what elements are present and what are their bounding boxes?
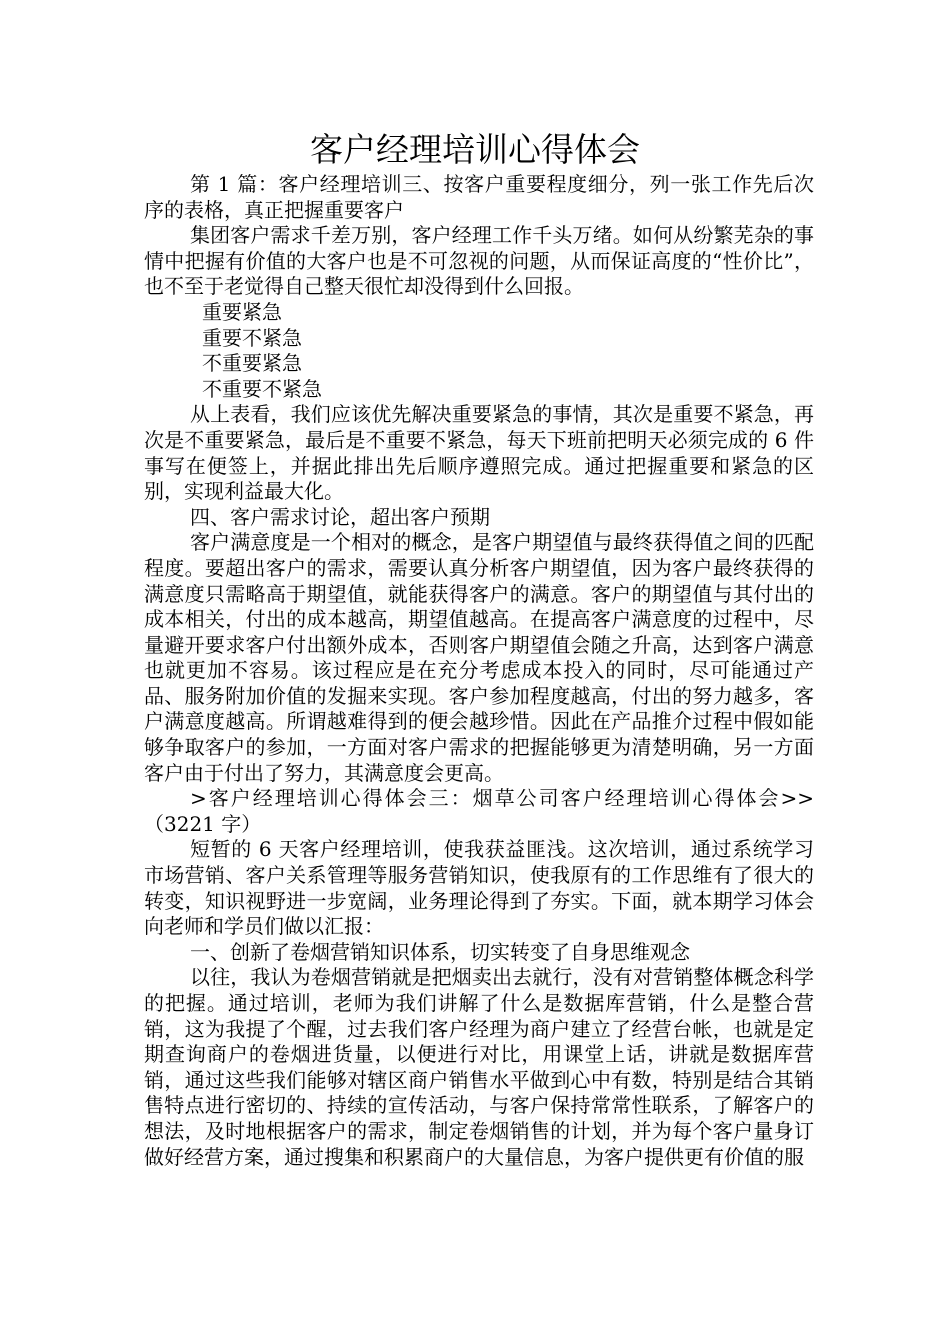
body-paragraph: 四、客户需求讨论，超出客户预期: [190, 504, 490, 529]
priority-list-item: 重要不紧急: [202, 325, 302, 350]
body-paragraph: 集团客户需求千差万别，客户经理工作千头万绪。如何从纷繁芜杂的事情中把握有价值的大客户也是不可忽视的问题，从而保证高度的“性价比”，也不至于老觉得自己整天很忙却没得到什么回报。: [144, 223, 814, 299]
body-paragraph: 从上表看，我们应该优先解决重要紧急的事情，其次是重要不紧急，再次是不重要紧急，最后是不重要不紧急，每天下班前把明天必须完成的 6 件事写在便签上，并据此排出先后顺序遵照完成。通过把握重要和紧急的区别，实现利益最大化。: [144, 402, 814, 504]
document-title: 客户经理培训心得体会: [310, 130, 640, 169]
body-paragraph: 短暂的 6 天客户经理培训，使我获益匪浅。这次培训，通过系统学习市场营销、客户关系管理等服务营销知识，使我原有的工作思维有了很大的转变，知识视野进一步宽阔，业务理论得到了夯实。下面，就本期学习体会向老师和学员们做以汇报：: [144, 837, 814, 939]
priority-list-item: 重要紧急: [202, 299, 282, 324]
body-paragraph: 以往，我认为卷烟营销就是把烟卖出去就行，没有对营销整体概念科学的把握。通过培训，老师为我们讲解了什么是数据库营销，什么是整合营销，这为我提了个醒，过去我们客户经理为商户建立了经营台帐，也就是定期查询商户的卷烟进货量，以便进行对比，用课堂上话，讲就是数据库营销，通过这些我们能够对辖区商户销售水平做到心中有数，特别是结合其销售特点进行密切的、持续的宣传活动，与客户保持常常性联系，了解客户的想法，及时地根据客户的需求，制定卷烟销售的计划，并为每个客户量身订做好经营方案，通过搜集和积累商户的大量信息，为客户提供更有价值的服: [144, 965, 814, 1169]
body-paragraph: 第 1 篇：客户经理培训三、按客户重要程度细分，列一张工作先后次序的表格，真正把握重要客户: [144, 172, 814, 222]
priority-list-item: 不重要不紧急: [202, 376, 322, 401]
body-paragraph: 客户满意度是一个相对的概念，是客户期望值与最终获得值之间的匹配程度。要超出客户的需求，需要认真分析客户期望值，因为客户最终获得的满意度只需略高于期望值，就能获得客户的满意。客户的期望值与其付出的成本相关，付出的成本越高，期望值越高。在提高客户满意度的过程中，尽量避开要求客户付出额外成本，否则客户期望值会随之升高，达到客户满意也就更加不容易。该过程应是在充分考虑成本投入的同时，尽可能通过产品、服务附加价值的发掘来实现。客户参加程度越高，付出的努力越多，客户满意度越高。所谓越难得到的便会越珍惜。因此在产品推介过程中假如能够争取客户的参加，一方面对客户需求的把握能够更为清楚明确，另一方面客户由于付出了努力，其满意度会更高。: [144, 530, 814, 785]
priority-list-item: 不重要紧急: [202, 351, 302, 376]
document-body: [144, 172, 814, 1170]
body-paragraph: >客户经理培训心得体会三：烟草公司客户经理培训心得体会>>（3221 字）: [144, 786, 814, 836]
body-paragraph: 一、创新了卷烟营销知识体系，切实转变了自身思维观念: [190, 939, 690, 964]
